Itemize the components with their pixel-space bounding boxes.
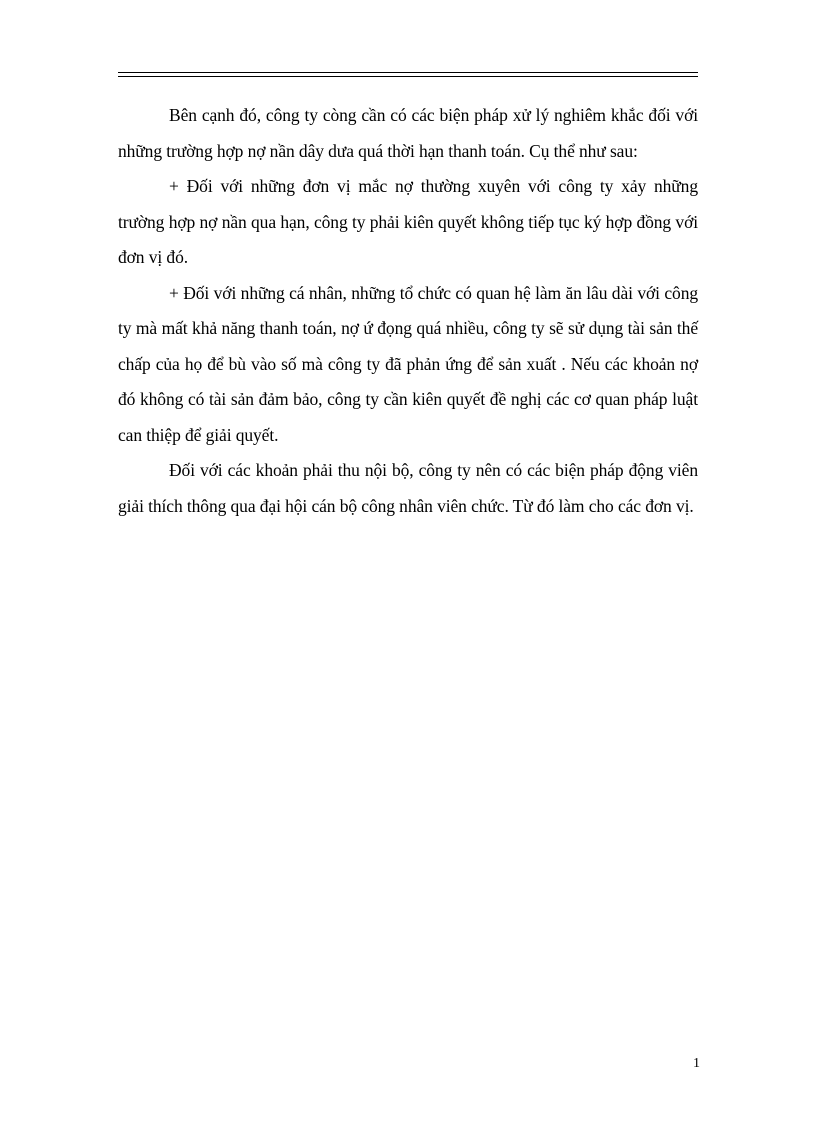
header-double-rule xyxy=(118,72,698,77)
paragraph-4: Đối với các khoản phải thu nội bộ, công ty nên có các biện pháp động viên giải thích thông qua đại hội cán bộ công nhân viên chức. Từ đó làm cho các đơn vị. xyxy=(118,460,698,516)
paragraph-2: + Đối với những đơn vị mắc nợ thường xuyên với công ty xảy những trường hợp nợ nần qua hạn, công ty phải kiên quyết không tiếp tục ký hợp đồng với đơn vị đó. xyxy=(118,176,698,267)
paragraph-1: Bên cạnh đó, công ty còng cần có các biện pháp xử lý nghiêm khắc đối với những trường hợp nợ nần dây dưa quá thời hạn thanh toán. Cụ thể như sau: xyxy=(118,105,698,161)
page-number: 1 xyxy=(693,1056,700,1071)
paragraph-3: + Đối với những cá nhân, những tổ chức có quan hệ làm ăn lâu dài với công ty mà mất khả năng thanh toán, nợ ứ đọng quá nhiều, công ty sẽ sử dụng tài sản thế chấp của họ để bù vào số mà công ty đã phản ứng để sản xuất . Nếu các khoản nợ đó không có tài sản đảm bảo, công ty cần kiên quyết đề nghị các cơ quan pháp luật can thiệp để giải quyết. xyxy=(118,282,698,445)
body-text xyxy=(118,98,698,524)
